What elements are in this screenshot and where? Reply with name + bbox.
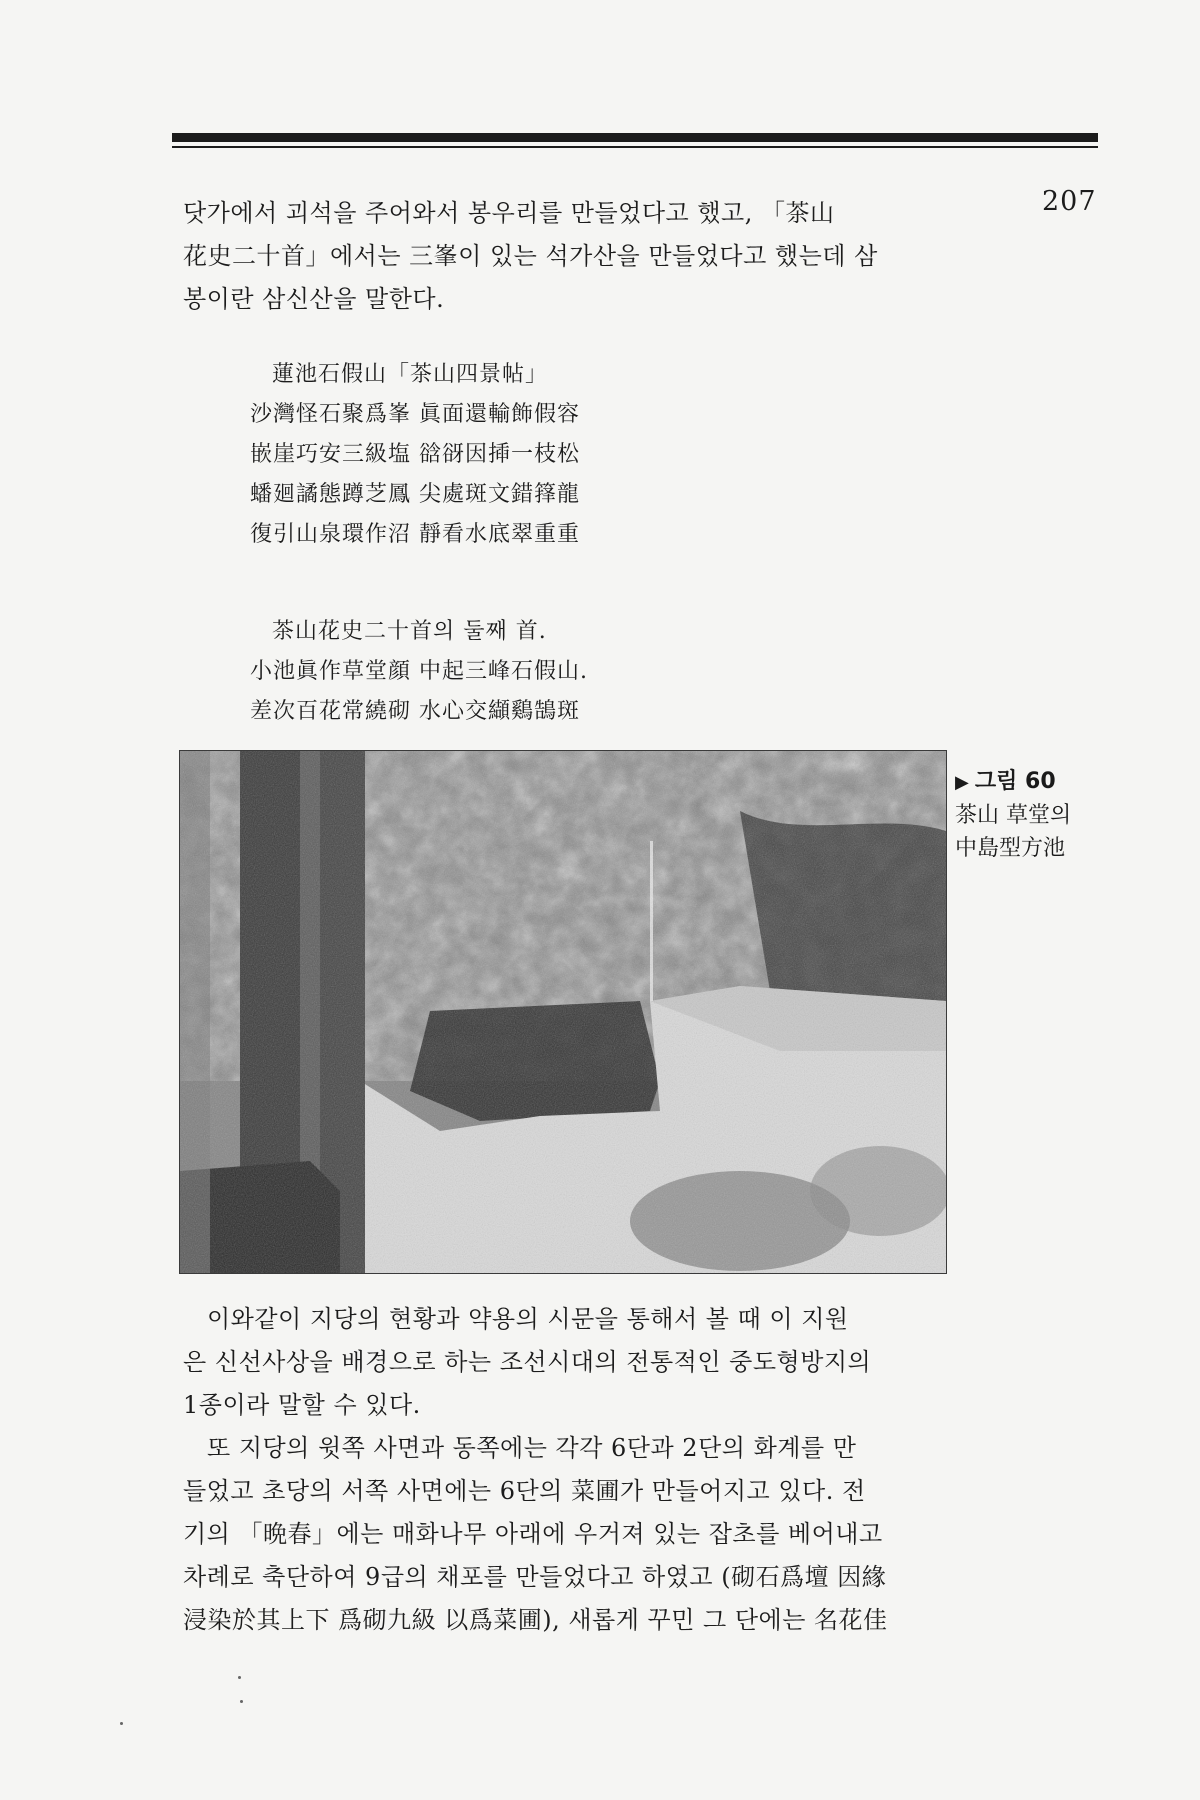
- text-line: 花史二十首」에서는 三峯이 있는 석가산을 만들었다고 했는데 삼: [183, 242, 878, 270]
- page-number: 207: [1042, 186, 1097, 217]
- poem-title: 茶山花史二十首의 둘째 首.: [272, 619, 547, 644]
- header-rule-thick: [172, 133, 1098, 142]
- figure-label: [955, 765, 1085, 799]
- figure-caption: [955, 765, 1085, 865]
- text-line: 들었고 초당의 서쪽 사면에는 6단의 菜圃가 만들어지고 있다. 전: [183, 1477, 866, 1505]
- text-line: 차례로 축단하여 9급의 채포를 만들었다고 하였고 (砌石爲壇 因緣: [183, 1563, 887, 1591]
- text-line: 은 신선사상을 배경으로 하는 조선시대의 전통적인 중도형방지의: [183, 1348, 872, 1376]
- pond-photo-graphic: [180, 751, 946, 1273]
- caption-line: 茶山 草堂의: [955, 803, 1072, 828]
- scan-speck: [120, 1722, 123, 1725]
- poem-lotus-pond: [250, 355, 580, 555]
- body-paragraph-1: [183, 1298, 943, 1427]
- body-paragraph-2: [183, 1427, 943, 1642]
- text-line: 봉이란 삼신산을 말한다.: [183, 285, 445, 313]
- text-line: 이와같이 지당의 현황과 약용의 시문을 통해서 볼 때 이 지원: [207, 1305, 849, 1333]
- poem-flower-history: [250, 612, 588, 732]
- text-line: 기의 「晩春」에는 매화나무 아래에 우거져 있는 잡초를 베어내고: [183, 1520, 883, 1548]
- triangle-marker-icon: ▶: [955, 772, 969, 793]
- text-line: 浸染於其上下 爲砌九級 以爲菜圃), 새롭게 꾸민 그 단에는 名花佳: [183, 1606, 888, 1634]
- scan-speck: [240, 1700, 243, 1703]
- poem-line: 復引山泉環作沼 靜看水底翠重重: [250, 522, 580, 547]
- poem-line: 沙灣怪石聚爲峯 眞面還輸飾假容: [250, 402, 580, 427]
- text-line: 또 지당의 윗쪽 사면과 동쪽에는 각각 6단과 2단의 화계를 만: [207, 1434, 857, 1462]
- poem-line: 小池眞作草堂顔 中起三峰石假山.: [250, 659, 588, 684]
- poem-title: 蓮池石假山「茶山四景帖」: [272, 362, 549, 387]
- poem-line: 差次百花常繞砌 水心交纈鷄鵠斑: [250, 699, 580, 724]
- text-line: 1종이라 말할 수 있다.: [183, 1391, 421, 1419]
- figure-photo: [179, 750, 947, 1274]
- caption-line: 中島型方池: [955, 836, 1066, 861]
- scan-speck: [238, 1676, 241, 1679]
- poem-line: 蟠廻譎態蹲芝鳳 尖處斑文錯箨龍: [250, 482, 580, 507]
- intro-paragraph: [183, 192, 943, 321]
- figure-label-text: 그림 60: [974, 769, 1056, 794]
- poem-line: 嵌崖巧安三級塩 谽谺因揷一枝松: [250, 442, 580, 467]
- header-rule-thin: [172, 146, 1098, 148]
- text-line: 닷가에서 괴석을 주어와서 봉우리를 만들었다고 했고, 「茶山: [183, 199, 835, 227]
